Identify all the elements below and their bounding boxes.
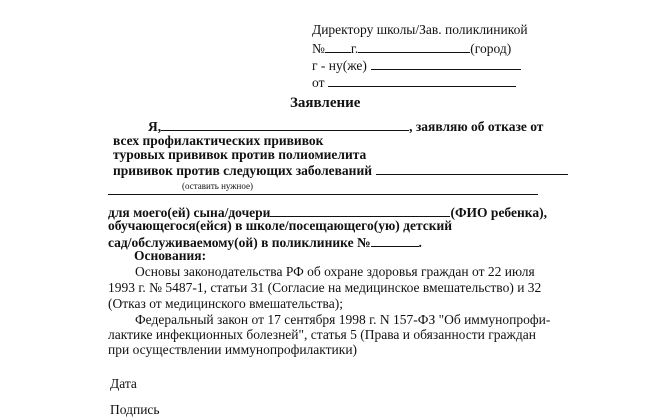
from-field[interactable] (328, 73, 516, 87)
school-number-field[interactable] (325, 39, 351, 53)
option-specific-diseases (113, 161, 568, 179)
grounds-p1-line1: Основы законодательства РФ об охране здоровья граждан от 22 июля (135, 264, 535, 279)
school-number-city-line (312, 39, 511, 57)
addressee-name-line (312, 56, 521, 74)
grounds-p2-line1: Федеральный закон от 17 сентября 1998 г. N 157-ФЗ "Об иммунопрофи- (135, 312, 551, 327)
grounds-p1-line3: (Отказ от медицинского вмешательства); (108, 296, 343, 311)
kindergarten-text: сад/обслуживаемому(ой) в поликлинике № (108, 235, 371, 250)
diseases-continuation-field[interactable] (108, 194, 538, 195)
document-title: Заявление (290, 95, 361, 111)
addressee-text: Директору школы/Зав. поликлиникой (312, 22, 528, 37)
option-specific-text: прививок против следующих заболеваний (113, 163, 373, 178)
for-child-text: для моего(ей) сына/дочери (108, 205, 271, 220)
grounds-p2-line2: лактике инфекционных болезней", статья 5 (Права и обязанности граждан (108, 327, 536, 342)
clinic-number-field[interactable] (371, 233, 419, 247)
date-label: Дата (110, 376, 137, 391)
child-name-field[interactable] (270, 203, 450, 217)
diseases-field[interactable] (376, 161, 568, 175)
from-label: от (312, 75, 325, 90)
addressee-name-field[interactable] (371, 56, 521, 70)
option-polio-vaccinations: туровых прививок против полиомиелита (113, 147, 367, 162)
choose-hint: (оставить нужное) (182, 181, 253, 191)
grounds-p1-line2: 1993 г. № 5487-1, статьи 31 (Согласие на медицинское вмешательство) и 32 (108, 280, 542, 295)
signature-label: Подпись (110, 402, 160, 417)
child-name-hint: (ФИО ребенка), (450, 205, 547, 220)
city-prefix: г. (350, 41, 359, 56)
mr-ms-label: г - ну(же) (312, 58, 367, 73)
grounds-heading: Основания: (134, 248, 207, 263)
from-line (312, 73, 516, 91)
grounds-p2-line3: при осуществлении иммунопрофилактики) (108, 342, 358, 357)
number-prefix: № (312, 41, 325, 56)
i-label: Я, (148, 119, 162, 134)
addressee (312, 22, 528, 38)
city-field[interactable] (358, 39, 470, 53)
city-suffix: (город) (470, 41, 512, 56)
period: . (418, 235, 422, 250)
applicant-name-field[interactable] (161, 117, 409, 131)
option-all-vaccinations: всех профилактических прививок (113, 133, 324, 148)
studying-line: обучающегося(ейся) в школе/посещающего(ую) детский (108, 218, 453, 233)
refuse-text: , заявляю об отказе от (409, 119, 544, 134)
